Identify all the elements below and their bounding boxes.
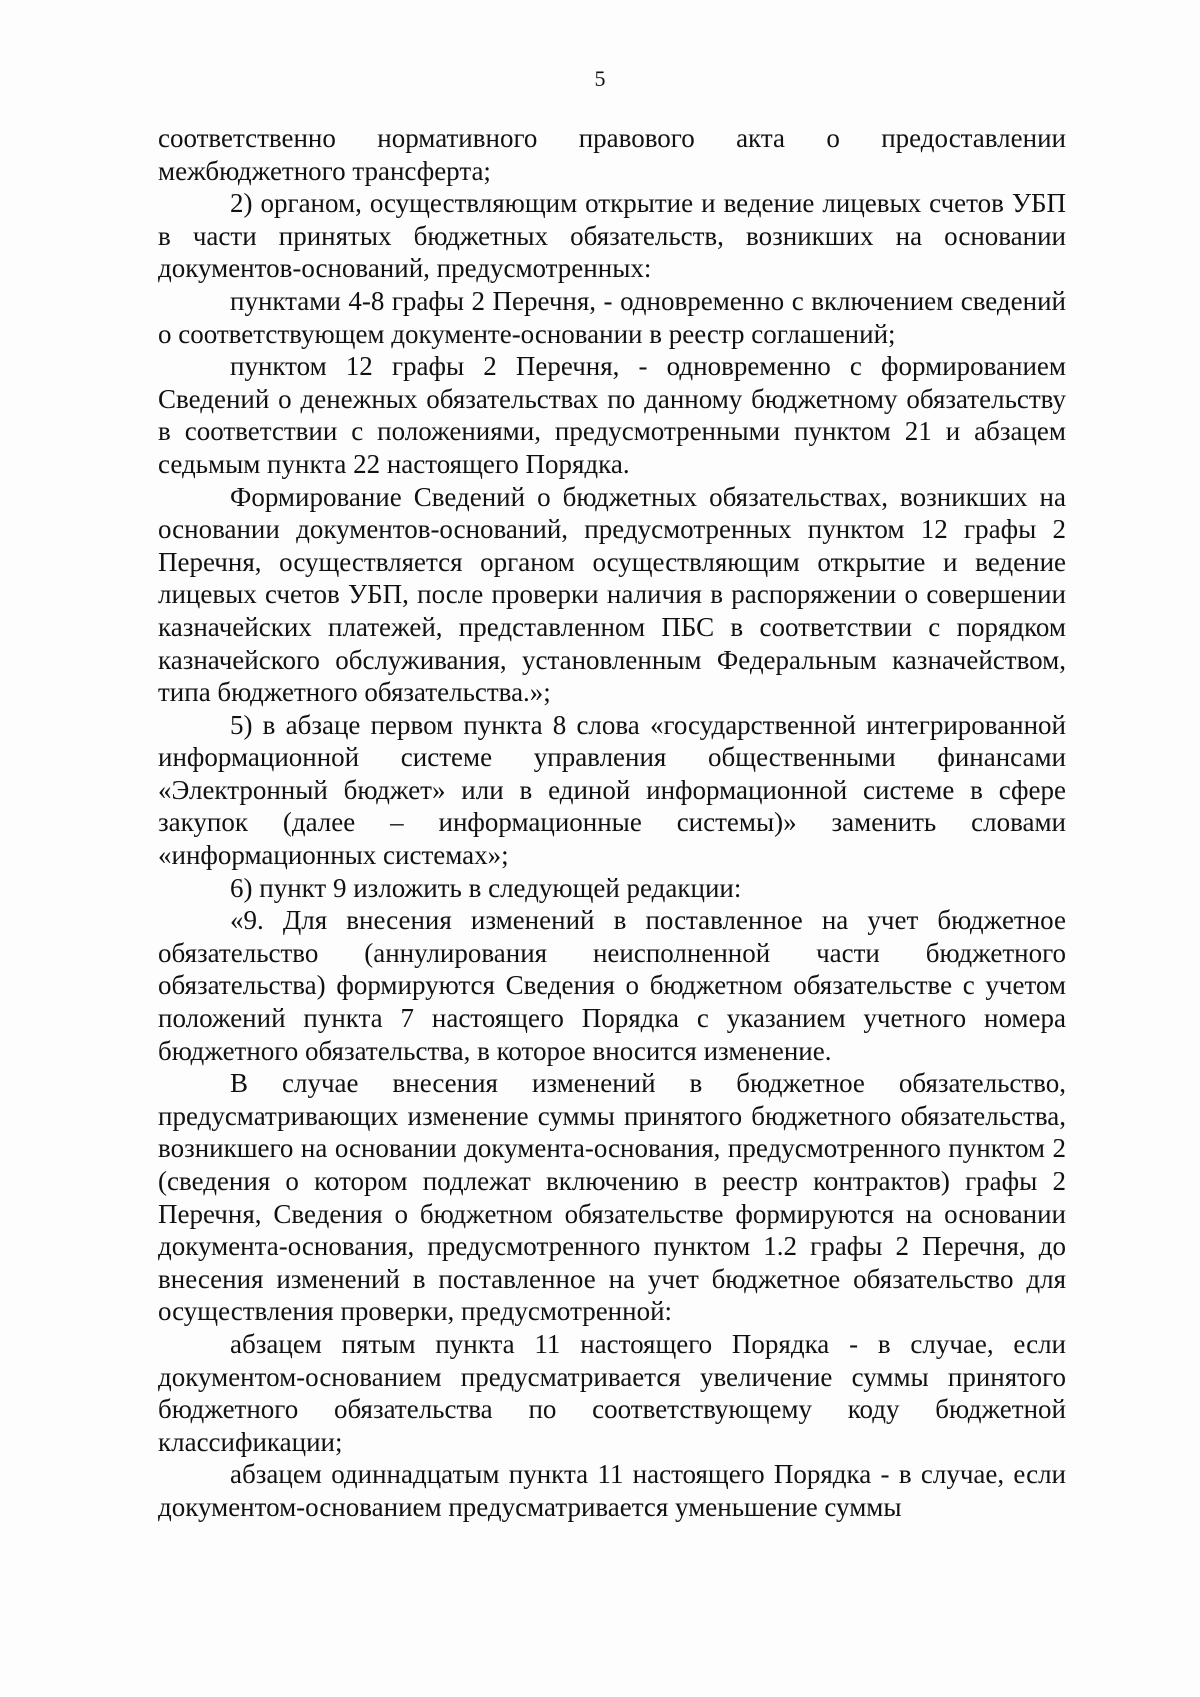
paragraph-item-2: 2) органом, осуществляющим открытие и ведение лицевых счетов УБП в части принятых бюджетных обязательств, возникших на основании документов-оснований, предусмотренных:	[158, 188, 1066, 284]
paragraph-formation: Формирование Сведений о бюджетных обязательствах, возникших на основании документов-оснований, предусмотренных пунктом 12 графы 2 Перечня, осуществляется органом осуществляющим открытие и ведение лицевых счетов УБП, после проверки наличия в распоряжении о совершении казначейских платежей, представленном ПБС в соответствии с порядком казначейского обслуживания, установленным Федеральным казначейством, типа бюджетного обязательства.»;	[158, 481, 1066, 708]
paragraph-item-5: 5) в абзаце первом пункта 8 слова «государственной интегрированной информационной системе управления общественными финансами «Электронный бюджет» или в единой информационной системе в сфере закупок (далее – информационные системы)» заменить словами «информационных системах»;	[158, 709, 1066, 871]
page-number: 5	[594, 66, 606, 91]
paragraph-point-12: пунктом 12 графы 2 Перечня, - одновременно с формированием Сведений о денежных обязательствах по данному бюджетному обязательству в соответствии с положениями, предусмотренными пунктом 21 и абзацем седьмым пункта 22 настоящего Порядка.	[158, 351, 1066, 479]
paragraph-points-4-8: пунктами 4-8 графы 2 Перечня, - одновременно с включением сведений о соответствующем документе-основании в реестр соглашений;	[158, 285, 1066, 349]
paragraph-continuation: соответственно нормативного правового акта о предоставлении межбюджетного трансферта;	[158, 123, 1066, 186]
paragraph-changes-case: В случае внесения изменений в бюджетное обязательство, предусматривающих изменение суммы принятого бюджетного обязательства, возникшего на основании документа-основания, предусмотренного пунктом 2 (сведения о котором подлежат включению в реестр контрактов) графы 2 Перечня, Сведения о бюджетном обязательстве формируются на основании документа-основания, предусмотренного пунктом 1.2 графы 2 Перечня, до внесения изменений в поставленное на учет бюджетное обязательство для осуществления проверки, предусмотренной:	[158, 1068, 1066, 1327]
paragraph-fifth-abzac: абзацем пятым пункта 11 настоящего Порядка - в случае, если документом-основанием предусматривается увеличение суммы принятого бюджетного обязательства по соответствующему коду бюджетной классификации;	[158, 1328, 1066, 1457]
paragraph-eleventh-abzac: абзацем одиннадцатым пункта 11 настоящего Порядка - в случае, если документом-основанием предусматривается уменьшение суммы	[158, 1459, 1066, 1522]
paragraph-item-6: 6) пункт 9 изложить в следующей редакции:	[230, 872, 742, 903]
paragraph-clause-9: «9. Для внесения изменений в поставленное на учет бюджетное обязательство (аннулирования неисполненной части бюджетного обязательства) формируются Сведения о бюджетном обязательстве с учетом положений пункта 7 настоящего Порядка с указанием учетного номера бюджетного обязательства, в которое вносится изменение.	[158, 905, 1066, 1066]
document-body	[158, 122, 1066, 1524]
